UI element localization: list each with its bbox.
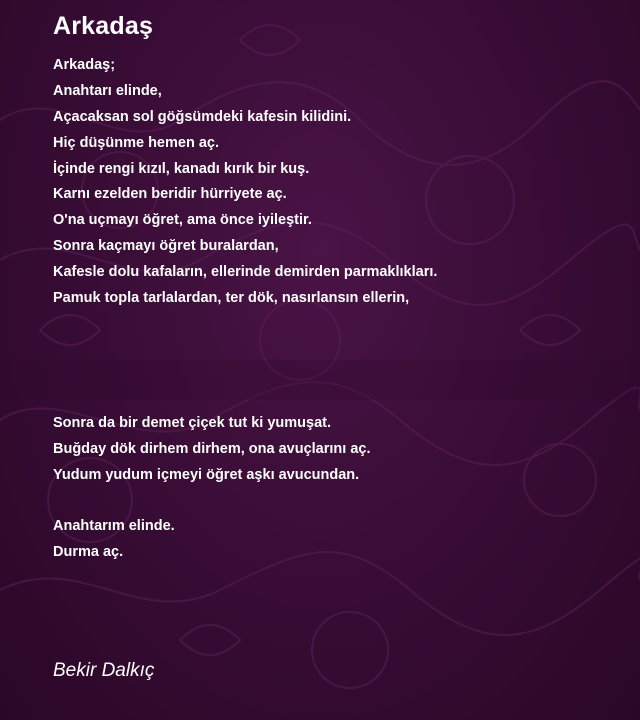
poem-line: Yudum yudum içmeyi öğret aşkı avucundan. xyxy=(53,466,360,483)
poem-line: Anahtarım elinde. xyxy=(53,518,175,534)
poem-line: Sonra kaçmayı öğret buralardan, xyxy=(53,238,279,255)
poem-line: Kafesle dolu kafaların, ellerinde demirden parmaklıkları. xyxy=(53,264,438,281)
poem-line: Arkadaş; xyxy=(53,57,116,73)
poem-author: Bekir Dalkıç xyxy=(53,660,155,681)
stanza-2 xyxy=(53,411,370,489)
poem-line: Hiç düşünme hemen aç. xyxy=(53,134,219,151)
poem-line: Buğday dök dirhem dirhem, ona avuçlarını aç. xyxy=(53,440,371,457)
poem-line: Anahtarı elinde, xyxy=(53,82,162,99)
poem-line: Karnı ezelden beridir hürriyete aç. xyxy=(53,186,287,203)
poem-line: Sonra da bir demet çiçek tut ki yumuşat. xyxy=(53,415,331,431)
poem-line: Durma aç. xyxy=(53,543,124,560)
stanza-1 xyxy=(53,53,437,312)
poem-line: Açacaksan sol göğsümdeki kafesin kilidini. xyxy=(53,108,352,125)
poem-line: İçinde rengi kızıl, kanadı kırık bir kuş. xyxy=(53,160,310,177)
poem-line: O'na uçmayı öğret, ama önce iyileştir. xyxy=(53,212,312,229)
stanza-3 xyxy=(53,514,175,566)
poem-title: Arkadaş xyxy=(53,12,154,40)
poem-line: Pamuk topla tarlalardan, ter dök, nasırlansın ellerin, xyxy=(53,290,410,307)
